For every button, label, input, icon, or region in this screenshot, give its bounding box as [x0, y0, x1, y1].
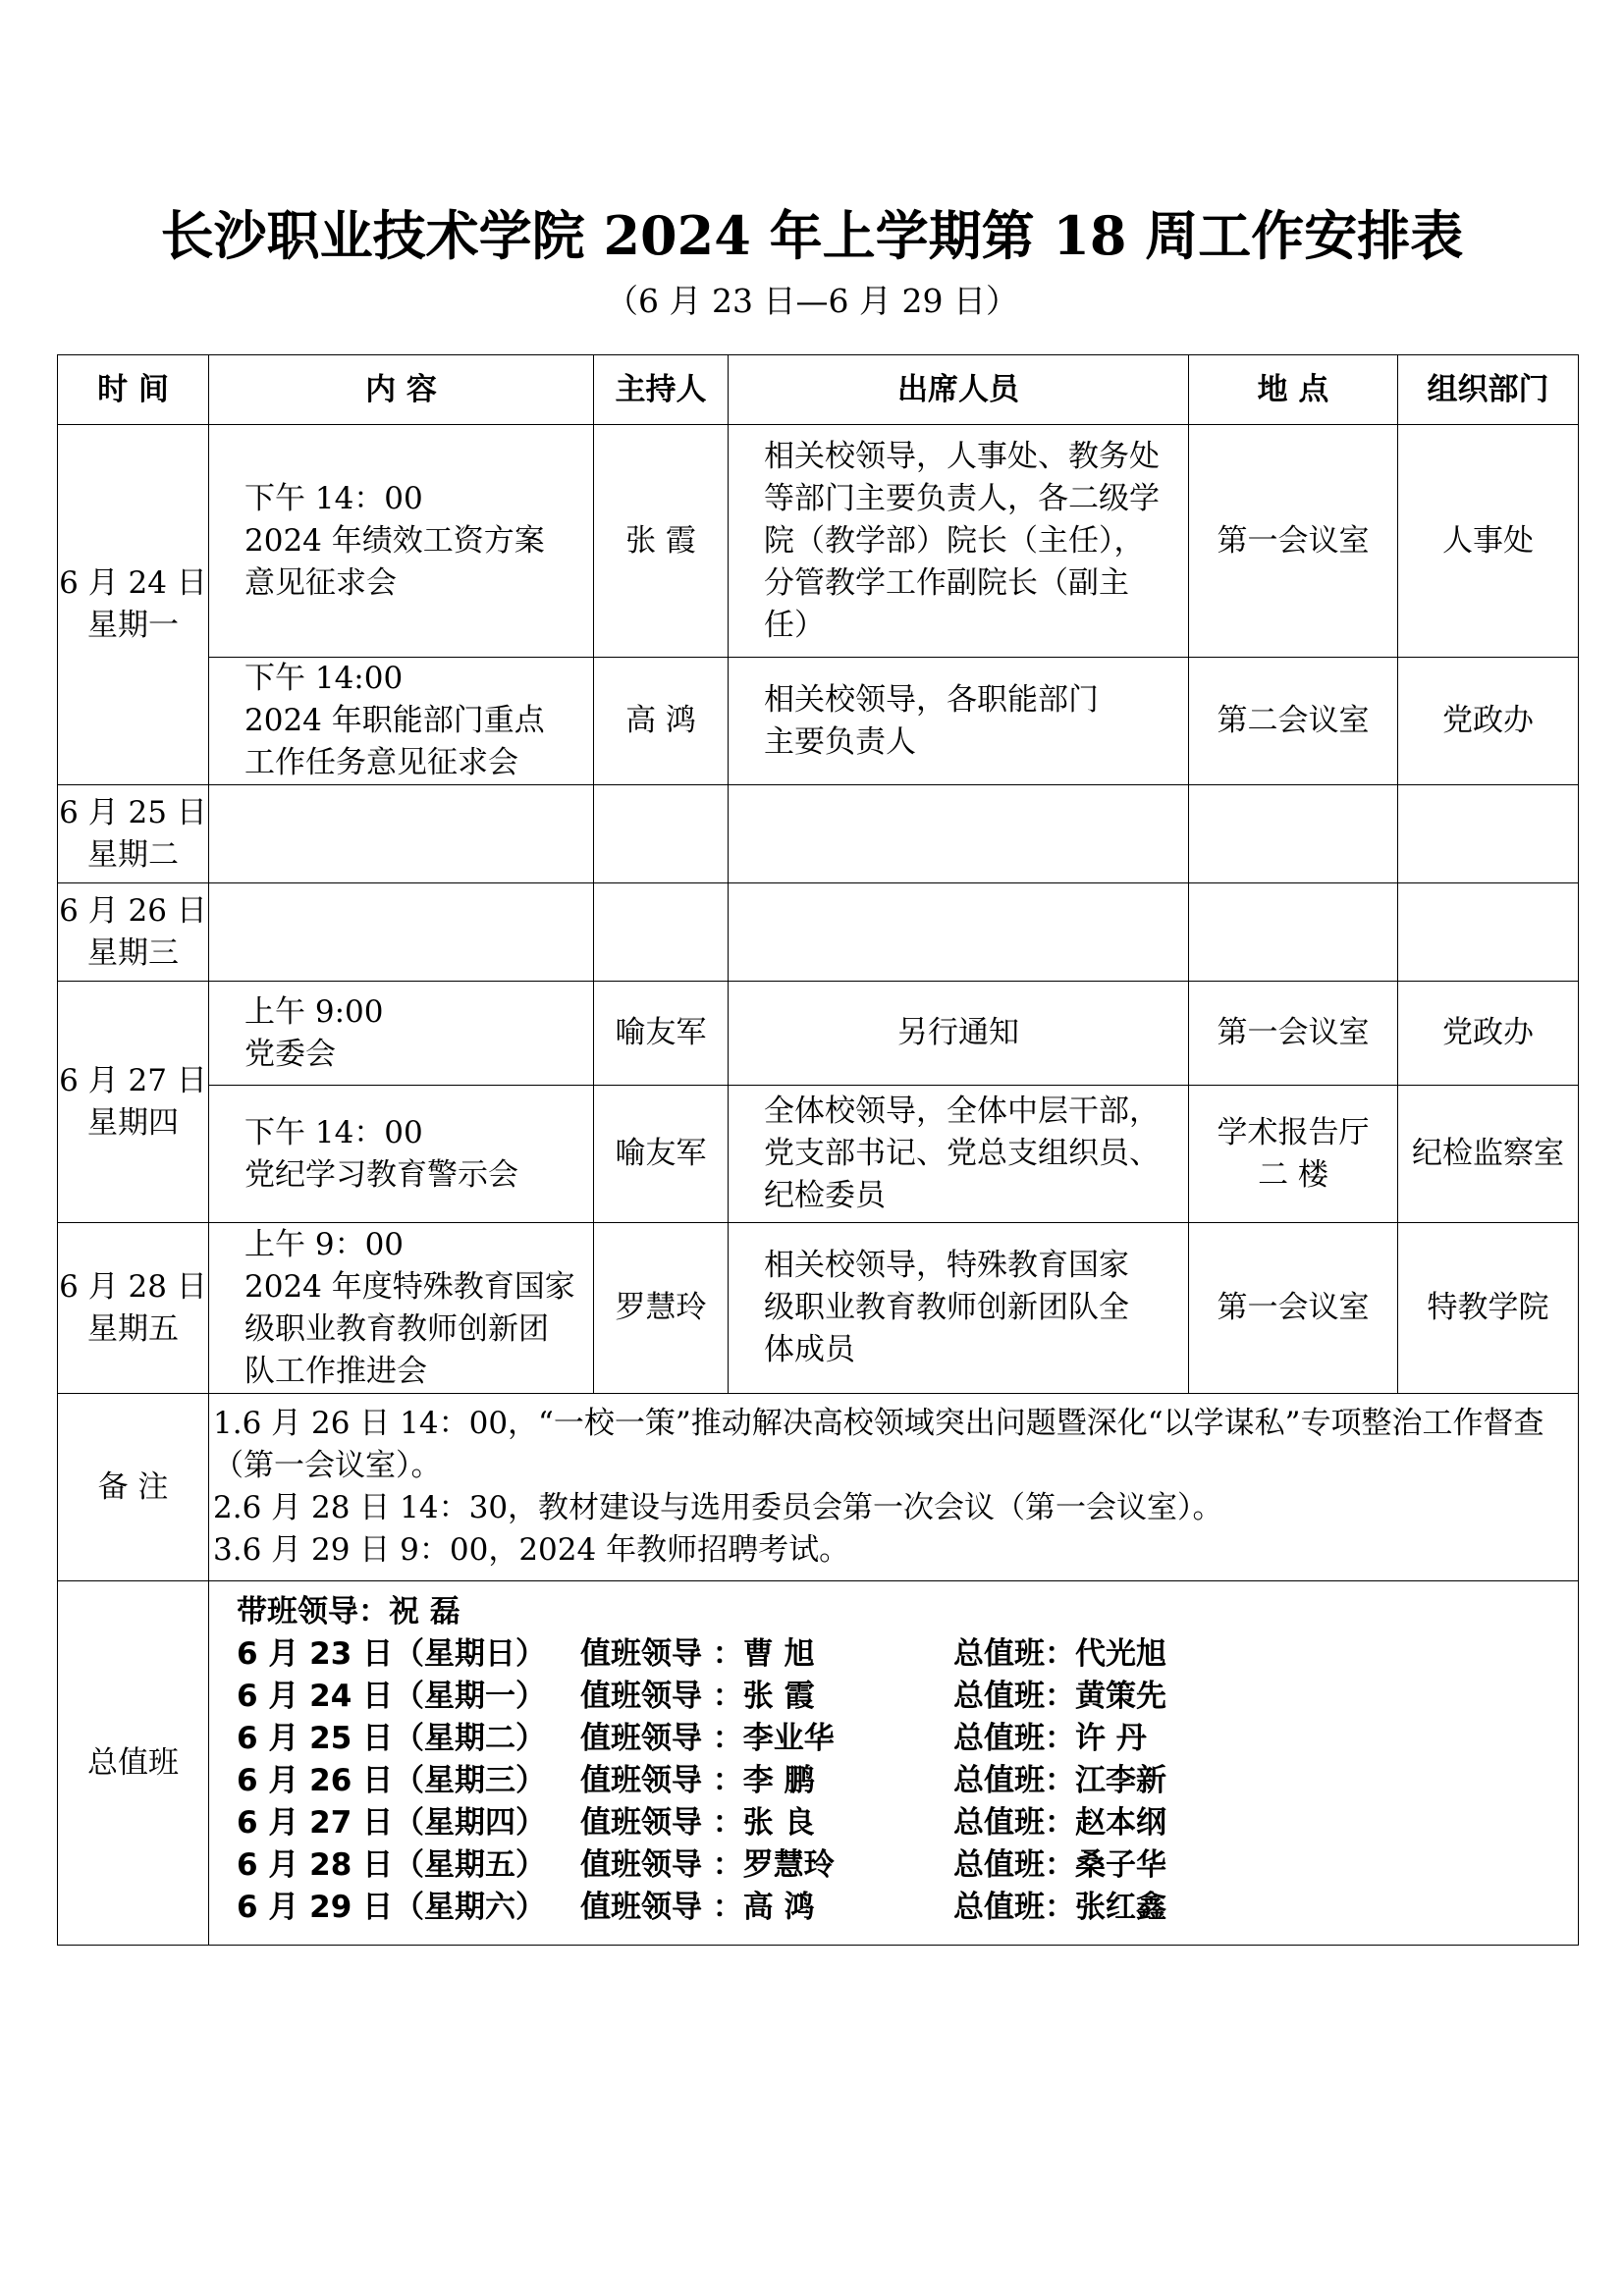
header-host: 主持人: [594, 355, 729, 425]
text-line: 2024 年绩效工资方案: [244, 522, 545, 559]
day-weekday: 星期一: [87, 608, 179, 643]
text-line: 2024 年职能部门重点: [244, 703, 545, 738]
day-cell: [58, 982, 209, 1223]
event-content: [209, 1223, 594, 1394]
duty-list-item: [237, 1844, 1578, 1887]
text-line: 体成员: [764, 1332, 855, 1367]
event-attendees: [729, 1086, 1189, 1223]
day-date: 6 月 24 日: [59, 565, 207, 601]
text-line: 第二会议室: [1217, 703, 1370, 738]
event-attendees: [729, 425, 1189, 658]
event-location: [1189, 658, 1398, 785]
event-location: [1189, 1223, 1398, 1394]
event-time: 下午 14:00: [244, 661, 404, 696]
duty-weekday: （星期五）: [394, 1847, 546, 1883]
event-location: [1189, 425, 1398, 658]
page-title: 长沙职业技术学院 2024 年上学期第 18 周工作安排表: [160, 204, 1464, 267]
text-line: 级职业教育教师创新团: [244, 1310, 549, 1347]
day-cell: [58, 425, 209, 785]
header-time: 时 间: [58, 355, 209, 425]
day-cell: [58, 785, 209, 883]
text-line: 相关校领导，特殊教育国家: [764, 1248, 1129, 1283]
event-time: 下午 14：00: [244, 1114, 423, 1150]
text-line: 2024 年度特殊教育国家: [244, 1268, 575, 1305]
event-department: 党政办: [1398, 982, 1579, 1086]
event-attendees: [729, 1223, 1189, 1394]
header-location: 地 点: [1189, 355, 1398, 425]
day-date: 6 月 27 日: [59, 1062, 207, 1098]
duty-date: 6 月 29 日: [237, 1890, 394, 1925]
duty-list-item: [237, 1802, 1578, 1844]
empty-cell: [729, 785, 1189, 883]
event-content: [209, 982, 594, 1086]
schedule-row: [58, 883, 1579, 982]
page-subtitle: （6 月 23 日—6 月 29 日）: [606, 282, 1018, 320]
duty-general: 总值班：许 丹: [953, 1721, 1147, 1756]
duty-list-item: [237, 1633, 1578, 1676]
text-line: 第一会议室: [1217, 1290, 1370, 1325]
duty-weekday: （星期六）: [394, 1890, 546, 1925]
duty-weekday: （星期一）: [394, 1679, 546, 1714]
empty-cell: [1398, 883, 1579, 982]
empty-cell: [1189, 785, 1398, 883]
duty-weekday: （星期四）: [394, 1805, 546, 1841]
text-line: 工作任务意见征求会: [244, 745, 518, 780]
event-location: [1189, 982, 1398, 1086]
duty-date: 6 月 27 日: [237, 1805, 394, 1841]
event-host: 喻友军: [594, 982, 729, 1086]
schedule-row: [58, 658, 1579, 785]
duty-content: [209, 1581, 1579, 1946]
header-content: 内 容: [209, 355, 594, 425]
schedule-row: [58, 1223, 1579, 1394]
text-line: 学术报告厅: [1217, 1114, 1370, 1150]
text-line: 相关校领导，人事处、教务处: [764, 438, 1160, 474]
schedule-row: [58, 982, 1579, 1086]
duty-list-item: [237, 1760, 1578, 1802]
duty-weekday: （星期三）: [394, 1763, 546, 1798]
duty-date: 6 月 28 日: [237, 1847, 394, 1883]
schedule-row: [58, 425, 1579, 658]
day-weekday: 星期四: [87, 1104, 179, 1141]
text-line: 纪检委员: [764, 1178, 886, 1213]
schedule-row: [58, 1086, 1579, 1223]
text-line: 党纪学习教育警示会: [244, 1156, 518, 1193]
duty-date: 6 月 25 日: [237, 1721, 394, 1756]
duty-label: 总值班: [58, 1581, 209, 1946]
event-department: 党政办: [1398, 658, 1579, 785]
text-line: 队工作推进会: [244, 1353, 427, 1389]
duty-general: 总值班：黄策先: [953, 1679, 1166, 1714]
event-department: 特教学院: [1398, 1223, 1579, 1394]
text-line: 党支部书记、党总支组织员、: [764, 1136, 1160, 1171]
day-date: 6 月 26 日: [59, 892, 207, 929]
duty-leader-name: 值班领导 ：李业华: [580, 1721, 835, 1756]
notes-content: [209, 1394, 1579, 1581]
schedule-table: [57, 354, 1579, 1946]
empty-cell: [1189, 883, 1398, 982]
event-content: [209, 658, 594, 785]
day-weekday: 星期二: [87, 836, 179, 873]
duty-date: 6 月 26 日: [237, 1763, 394, 1798]
event-host: 喻友军: [594, 1086, 729, 1223]
text-line: 院（教学部）院长（主任），: [764, 522, 1145, 559]
text-line: 分管教学工作副院长（副主: [764, 564, 1129, 601]
event-attendees: [729, 982, 1189, 1086]
duty-general: 总值班：江李新: [953, 1763, 1166, 1798]
note-item: 2.6 月 28 日 14：30，教材建设与选用委员会第一次会议（第一会议室）。: [213, 1490, 1223, 1525]
text-line: 任）: [764, 607, 825, 643]
text-line: 级职业教育教师创新团队全: [764, 1290, 1129, 1325]
table-header-row: [58, 355, 1579, 425]
duty-list-item: [237, 1676, 1578, 1718]
text-line: 第一会议室: [1217, 1015, 1370, 1050]
duty-weekday: （星期日）: [394, 1636, 546, 1672]
note-item: 1.6 月 26 日 14：00，“一校一策”推动解决高校领域突出问题暨深化“以学谋私”专项整治工作督查（第一会议室）。: [213, 1406, 1544, 1483]
duty-list-item: [237, 1887, 1578, 1929]
header-department: 组织部门: [1398, 355, 1579, 425]
notes-row: [58, 1394, 1579, 1581]
day-weekday: 星期三: [87, 934, 179, 971]
day-date: 6 月 25 日: [59, 794, 207, 830]
empty-cell: [594, 785, 729, 883]
duty-weekday: （星期二）: [394, 1721, 546, 1756]
empty-cell: [729, 883, 1189, 982]
duty-leader-name: 值班领导 ：曹 旭: [580, 1636, 815, 1672]
text-line: 相关校领导，各职能部门: [764, 681, 1099, 718]
duty-date: 6 月 23 日: [237, 1636, 394, 1672]
event-department: 纪检监察室: [1398, 1086, 1579, 1223]
event-time: 上午 9:00: [244, 993, 384, 1030]
duty-general: 总值班：桑子华: [953, 1847, 1166, 1883]
day-cell: [58, 883, 209, 982]
notes-label: 备 注: [58, 1394, 209, 1581]
duty-leader: 带班领导：祝 磊: [237, 1594, 460, 1629]
duty-general: 总值班：赵本纲: [953, 1805, 1166, 1841]
text-line: 主要负责人: [764, 723, 916, 760]
duty-leader-name: 值班领导 ：张 良: [580, 1805, 815, 1841]
header-attendees: 出席人员: [729, 355, 1189, 425]
event-content: [209, 1086, 594, 1223]
duty-general: 总值班：张红鑫: [953, 1890, 1166, 1925]
duty-general: 总值班：代光旭: [953, 1636, 1166, 1672]
empty-cell: [209, 883, 594, 982]
empty-cell: [594, 883, 729, 982]
duty-leader-name: 值班领导 ：罗慧玲: [580, 1847, 835, 1883]
text-line: 全体校领导，全体中层干部，: [764, 1094, 1160, 1129]
duty-leader-name: 值班领导 ：张 霞: [580, 1679, 815, 1714]
event-department: 人事处: [1398, 425, 1579, 658]
event-host: 罗慧玲: [594, 1223, 729, 1394]
event-host: 高 鸿: [594, 658, 729, 785]
day-date: 6 月 28 日: [59, 1268, 207, 1305]
event-attendees: [729, 658, 1189, 785]
text-line: 意见征求会: [244, 564, 397, 601]
day-cell: [58, 1223, 209, 1394]
duty-date: 6 月 24 日: [237, 1679, 394, 1714]
event-content: [209, 425, 594, 658]
event-location: [1189, 1086, 1398, 1223]
event-host: 张 霞: [594, 425, 729, 658]
duty-leader-name: 值班领导 ：高 鸿: [580, 1890, 815, 1925]
event-time: 上午 9：00: [244, 1226, 405, 1262]
duty-leader-name: 值班领导 ：李 鹏: [580, 1763, 815, 1798]
text-line: 党委会: [244, 1036, 336, 1072]
duty-list-item: [237, 1718, 1578, 1760]
text-line: 另行通知: [897, 1015, 1019, 1050]
event-time: 下午 14：00: [244, 480, 423, 516]
text-line: 等部门主要负责人，各二级学: [764, 480, 1160, 516]
empty-cell: [209, 785, 594, 883]
day-weekday: 星期五: [87, 1310, 179, 1347]
text-line: 二 楼: [1258, 1156, 1328, 1193]
duty-row: [58, 1581, 1579, 1946]
note-item: 3.6 月 29 日 9：00，2024 年教师招聘考试。: [213, 1532, 850, 1568]
empty-cell: [1398, 785, 1579, 883]
schedule-row: [58, 785, 1579, 883]
text-line: 第一会议室: [1217, 522, 1370, 559]
